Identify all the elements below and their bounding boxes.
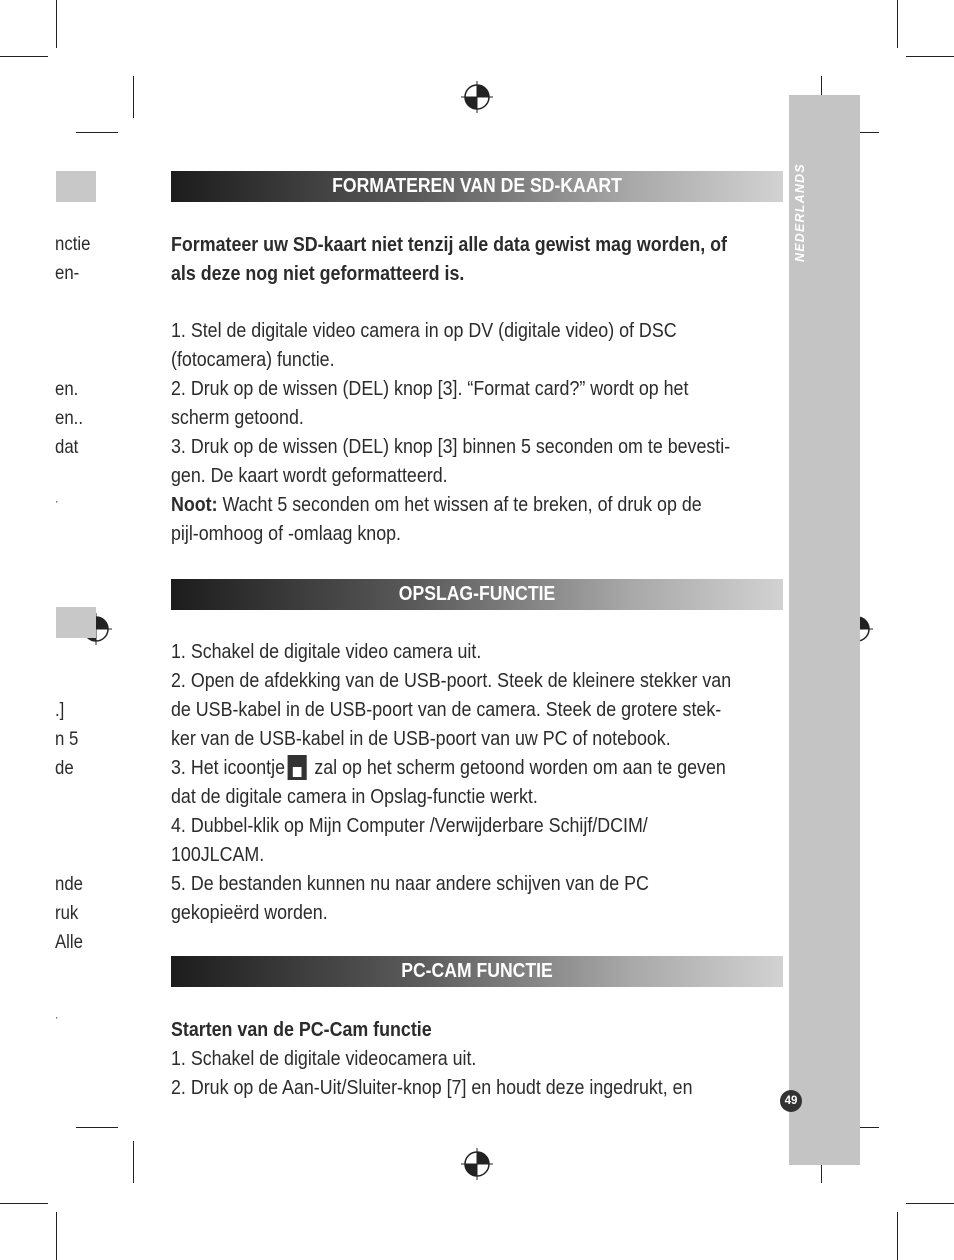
warning-line: Formateer uw SD-kaart niet tenzij alle data gewist mag worden, of bbox=[171, 233, 727, 256]
previous-page-fragment: nctie bbox=[55, 233, 91, 255]
crop-mark bbox=[0, 56, 48, 57]
previous-page-fragment: n 5 bbox=[55, 728, 79, 750]
note-label: Noot: bbox=[171, 493, 218, 516]
previous-page-heading-bar bbox=[56, 171, 96, 202]
registration-mark-icon bbox=[461, 1148, 493, 1180]
language-label: NEDERLANDS bbox=[793, 163, 807, 262]
previous-page-fragment: en.. bbox=[55, 407, 83, 429]
crop-mark bbox=[76, 132, 118, 133]
step-text: 3. Het icoontje bbox=[171, 756, 286, 779]
crop-mark bbox=[0, 1203, 48, 1204]
section-heading-bar bbox=[171, 956, 783, 987]
step-line: scherm getoond. bbox=[171, 406, 304, 429]
subheading: Starten van de PC-Cam functie bbox=[171, 1018, 432, 1041]
step-line: ker van de USB-kabel in de USB-poort van uw PC of notebook. bbox=[171, 727, 671, 750]
section-heading: OPSLAG-FUNCTIE bbox=[398, 583, 556, 605]
previous-page-fragment: .] bbox=[55, 699, 65, 721]
note-text: Wacht 5 seconden om het wissen af te breken, of druk op de bbox=[217, 493, 702, 516]
previous-page-fragment: de bbox=[55, 757, 74, 779]
step-line: gekopieërd worden. bbox=[171, 901, 328, 924]
step-line: 4. Dubbel-klik op Mijn Computer /Verwijderbare Schijf/DCIM/ bbox=[171, 814, 648, 837]
page-number: 49 bbox=[780, 1090, 802, 1112]
step-line: dat de digitale camera in Opslag-functie werkt. bbox=[171, 785, 538, 808]
previous-page-fragment: ruk bbox=[55, 902, 79, 924]
step-line: 1. Schakel de digitale video camera uit. bbox=[171, 640, 482, 663]
storage-steps bbox=[171, 637, 791, 927]
step-line: 1. Schakel de digitale videocamera uit. bbox=[171, 1047, 477, 1070]
previous-page-fragment: dat bbox=[55, 436, 79, 458]
crop-mark bbox=[897, 0, 898, 48]
step-line: (fotocamera) functie. bbox=[171, 348, 335, 371]
registration-mark-icon bbox=[461, 81, 493, 113]
format-warning bbox=[171, 230, 791, 288]
step-line: 3. Druk op de wissen (DEL) knop [3] binnen 5 seconden om te bevesti- bbox=[171, 435, 731, 458]
step-line: 1. Stel de digitale video camera in op DV (digitale video) of DSC bbox=[171, 319, 677, 342]
crop-mark bbox=[133, 1141, 134, 1183]
previous-page-fragment: en- bbox=[55, 262, 80, 284]
step-line: 2. Druk op de Aan-Uit/Sluiter-knop [7] en houdt deze ingedrukt, en bbox=[171, 1076, 693, 1099]
step-line: 2. Open de afdekking van de USB-poort. Steek de kleinere stekker van bbox=[171, 669, 732, 692]
step-line bbox=[171, 753, 726, 782]
section-heading: FORMATEREN VAN DE SD-KAART bbox=[332, 175, 622, 197]
crop-mark bbox=[906, 1203, 954, 1204]
crop-mark bbox=[897, 1212, 898, 1260]
step-line: 2. Druk op de wissen (DEL) knop [3]. “Format card?” wordt op het bbox=[171, 377, 689, 400]
previous-page-fragment: Alle bbox=[55, 931, 83, 953]
crop-mark bbox=[76, 1127, 118, 1128]
pc-connection-icon bbox=[288, 755, 307, 780]
previous-page-fragment: · bbox=[55, 494, 59, 508]
previous-page-heading-bar bbox=[56, 607, 96, 638]
note-line bbox=[171, 490, 710, 519]
crop-mark bbox=[133, 76, 134, 118]
step-line: 5. De bestanden kunnen nu naar andere schijven van de PC bbox=[171, 872, 649, 895]
format-steps bbox=[171, 316, 791, 548]
warning-line: als deze nog niet geformatteerd is. bbox=[171, 262, 465, 285]
crop-mark bbox=[906, 56, 954, 57]
step-line: 100JLCAM. bbox=[171, 843, 265, 866]
crop-mark bbox=[56, 1212, 57, 1260]
crop-mark bbox=[56, 0, 57, 48]
pc-cam-steps bbox=[171, 1015, 791, 1102]
previous-page-fragment: en. bbox=[55, 378, 79, 400]
section-heading: PC-CAM FUNCTIE bbox=[401, 960, 553, 982]
previous-page-fragment: · bbox=[55, 1010, 59, 1024]
step-text: zal op het scherm getoond worden om aan te geven bbox=[309, 756, 726, 779]
step-line: gen. De kaart wordt geformatteerd. bbox=[171, 464, 448, 487]
section-heading-bar bbox=[171, 171, 783, 202]
section-heading-bar bbox=[171, 579, 783, 610]
step-line: de USB-kabel in de USB-poort van de camera. Steek de grotere stek- bbox=[171, 698, 722, 721]
note-line: pijl-omhoog of -omlaag knop. bbox=[171, 522, 402, 545]
previous-page-fragment: nde bbox=[55, 873, 83, 895]
